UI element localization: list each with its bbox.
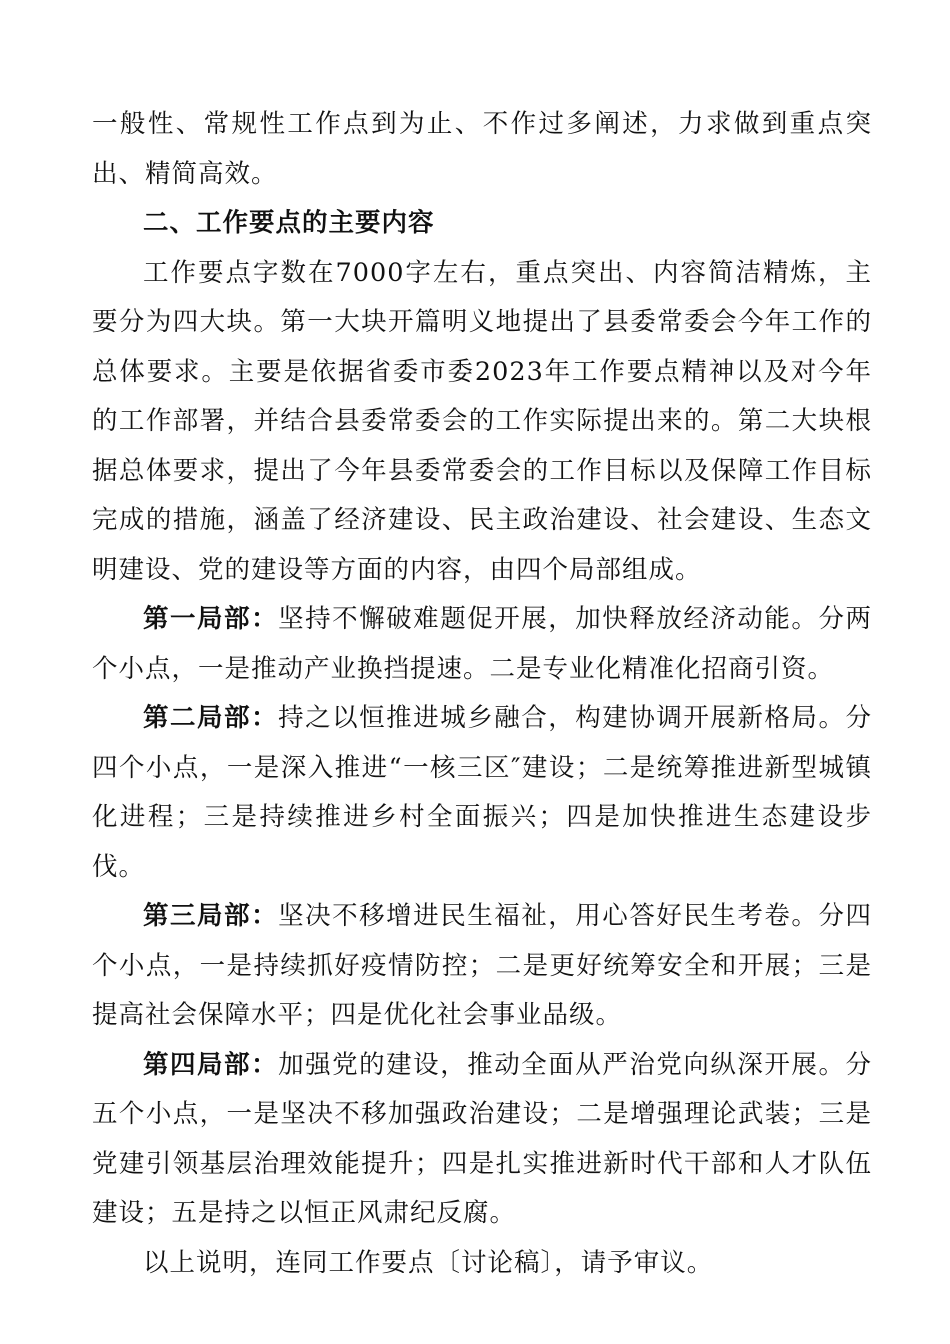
part-two-lead: 第二局部：	[143, 703, 279, 733]
closing-paragraph: 以上说明，连同工作要点〔讨论稿〕，请予审议。	[143, 1247, 714, 1278]
document-page	[92, 100, 872, 1288]
part-two-paragraph	[92, 694, 872, 892]
part-four-text: 加强党的建设，推动全面从严治党向纵深开展。分五个小点，一是坚决不移加强政治建设；二是增强理论武装；三是党建引领基层治理效能提升；四是扎实推进新时代干部和人才队伍建设；五是持之以恒正风肃纪反腐。	[92, 1049, 872, 1228]
part-one-paragraph	[92, 595, 872, 694]
part-three-paragraph	[92, 892, 872, 1041]
part-one-lead: 第一局部：	[143, 604, 279, 634]
part-four-paragraph	[92, 1041, 872, 1239]
intro-paragraph: 工作要点字数在7000字左右，重点突出、内容简洁精炼，主要分为四大块。第一大块开篇明义地提出了县委常委会今年工作的总体要求。主要是依据省委市委2023年工作要点精神以及对今年的工作部署，并结合县委常委会的工作实际提出来的。第二大块根据总体要求，提出了今年县委常委会的工作目标以及保障工作目标完成的措施，涵盖了经济建设、民主政治建设、社会建设、生态文明建设、党的建设等方面的内容，由四个局部组成。	[92, 257, 872, 585]
part-three-text: 坚决不移增进民生福祉，用心答好民生考卷。分四个小点，一是持续抓好疫情防控；二是更好统筹安全和开展；三是提高社会保障水平；四是优化社会事业品级。	[92, 901, 872, 1030]
section-heading: 二、工作要点的主要内容	[143, 208, 435, 238]
continued-paragraph: 一般性、常规性工作点到为止、不作过多阐述，力求做到重点突出、精简高效。	[92, 109, 872, 189]
part-three-lead: 第三局部：	[143, 901, 279, 931]
part-two-text: 持之以恒推进城乡融合，构建协调开展新格局。分四个小点，一是深入推进“一核三区″建设；二是统筹推进新型城镇化进程；三是持续推进乡村全面振兴；四是加快推进生态建设步伐。	[92, 703, 872, 882]
part-four-lead: 第四局部：	[143, 1049, 279, 1080]
part-one-text: 坚持不懈破难题促开展，加快释放经济动能。分两个小点，一是推动产业换挡提速。二是专业化精准化招商引资。	[92, 604, 872, 684]
